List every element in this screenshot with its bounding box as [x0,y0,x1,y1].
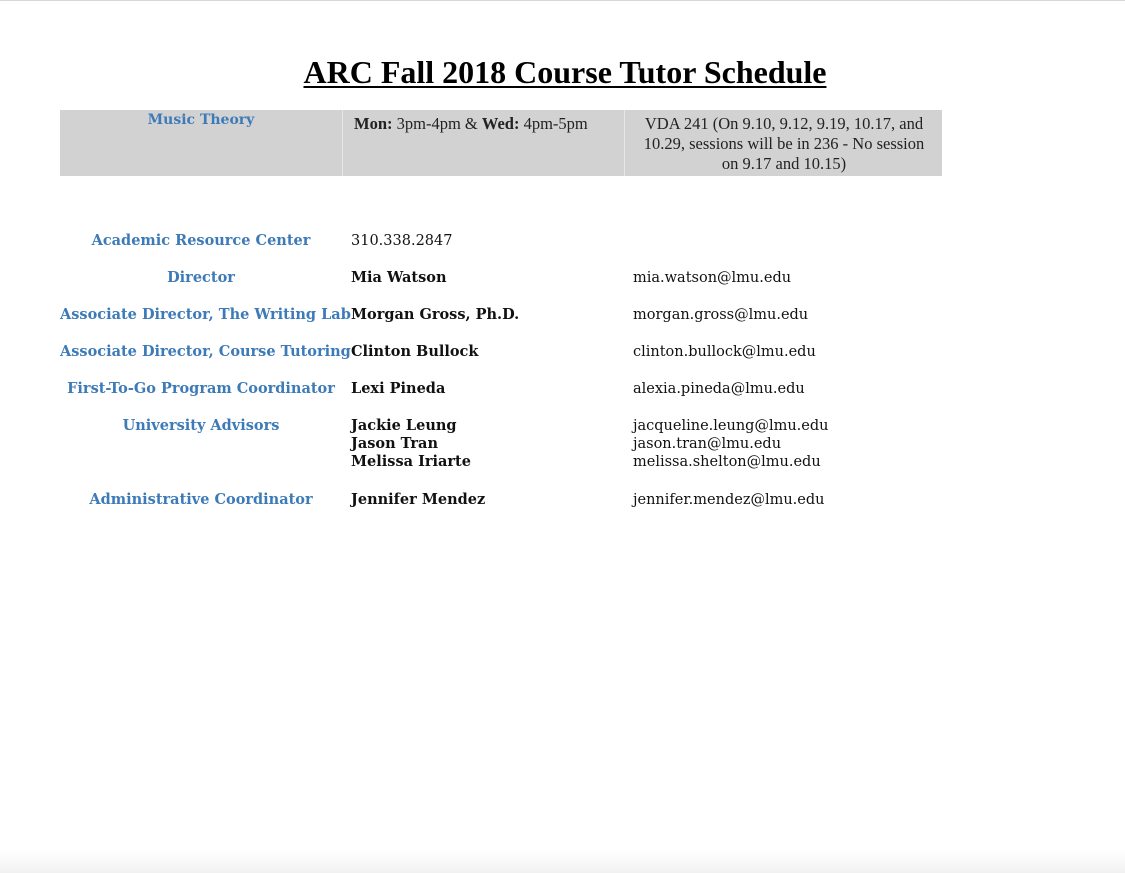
contact-email[interactable]: clinton.bullock@lmu.edu [633,344,816,360]
contact-label-admin: Administrative Coordinator [89,491,313,508]
location-line: VDA 241 (On 9.10, 9.12, 9.19, 10.17, and [644,114,924,133]
contact-email[interactable]: jennifer.mendez@lmu.edu [633,492,825,508]
contact-label-advisors: University Advisors [122,417,280,434]
contact-email[interactable]: morgan.gross@lmu.edu [633,307,809,323]
contact-email[interactable]: melissa.shelton@lmu.edu [633,454,821,470]
schedule-divider [342,110,343,176]
contact-email[interactable]: alexia.pineda@lmu.edu [633,381,805,397]
location-line: on 9.17 and 10.15) [721,154,847,173]
contact-name: Melissa Iriarte [351,453,471,470]
page-bottom-shade [0,851,1125,873]
mon-time: 3pm-4pm & [396,114,478,133]
contact-name: Jennifer Mendez [351,491,486,508]
contact-name: Clinton Bullock [351,343,479,360]
contact-label-arc: Academic Resource Center [91,232,311,249]
contact-name: Jackie Leung [351,417,457,434]
page-title [0,52,1125,92]
contact-emails-advisors [633,417,933,471]
page-title-text: ARC Fall 2018 Course Tutor Schedule [303,54,827,90]
contact-name: Lexi Pineda [351,380,446,397]
page-top-edge [0,0,1125,1]
wed-label: Wed: [481,114,520,133]
contact-name: Morgan Gross, Ph.D. [351,306,520,323]
contact-email[interactable]: jacqueline.leung@lmu.edu [633,418,829,434]
schedule-divider [624,110,625,176]
location-line: 10.29, sessions will be in 236 - No session [643,134,925,153]
schedule-time [354,114,624,134]
schedule-location [628,114,940,174]
schedule-course: Music Theory [147,112,255,128]
contact-label-director: Director [167,269,235,286]
contact-email[interactable]: mia.watson@lmu.edu [633,270,792,286]
contact-label-first-to-go: First-To-Go Program Coordinator [67,380,335,397]
contact-label-writing-lab: Associate Director, The Writing Lab [60,306,351,323]
contact-email[interactable]: jason.tran@lmu.edu [633,436,782,452]
wed-time: 4pm-5pm [523,114,588,133]
mon-label: Mon: [354,114,393,133]
arc-phone: 310.338.2847 [351,233,453,249]
contact-name: Mia Watson [351,269,447,286]
contact-label-course-tutoring: Associate Director, Course Tutoring [60,343,351,360]
contact-name: Jason Tran [351,435,438,452]
contact-names-advisors [351,417,621,471]
